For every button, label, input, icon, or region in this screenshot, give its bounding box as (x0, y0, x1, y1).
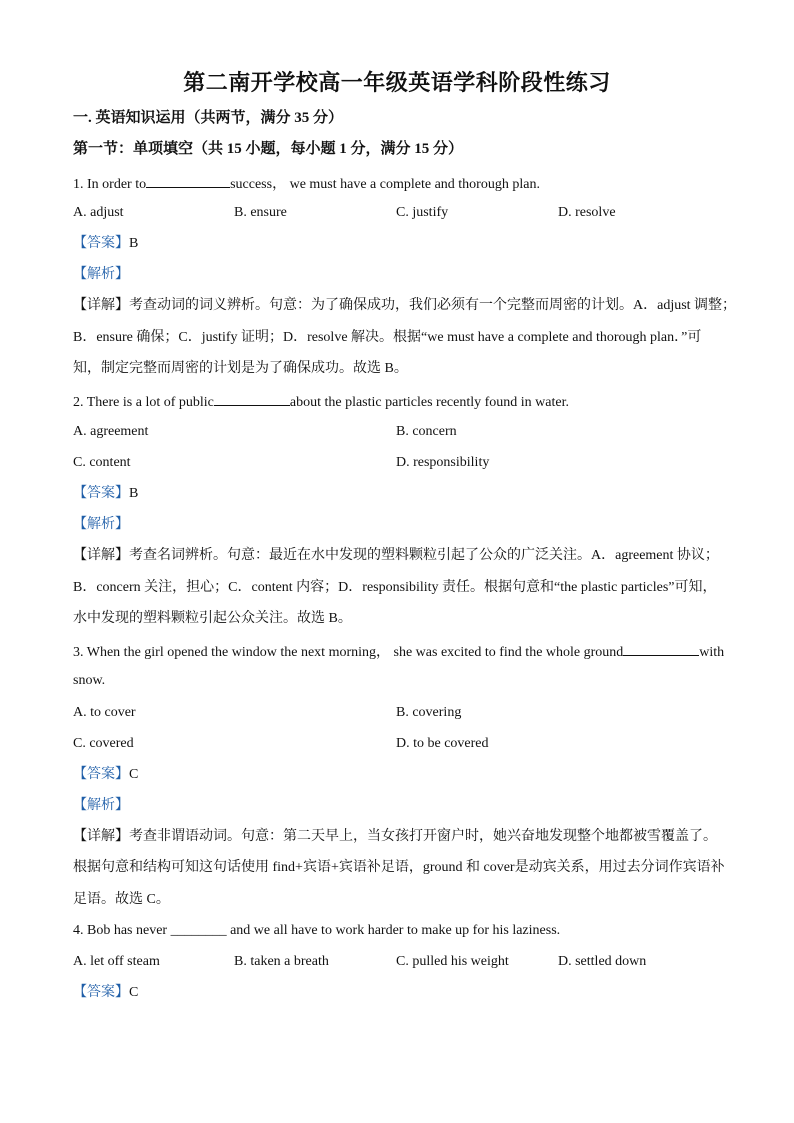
question-1-option-a: A. adjust (73, 205, 124, 220)
detail-label: 【详解】 (73, 298, 129, 313)
question-2-option-a: A. agreement (73, 424, 149, 439)
question-4-answer-value: C (129, 985, 139, 1000)
question-2-answer (73, 485, 723, 503)
question-3-answer (73, 766, 723, 784)
question-2-detail-text-1: 考查名词辨析。句意：最近在水中发现的塑料颗粒引起了公众的广泛关注。A．agreement 协议； (129, 548, 719, 563)
question-2-stem-start: 2. There is a lot of public (73, 395, 214, 410)
question-2-option-d: D. responsibility (396, 455, 490, 470)
question-3-detail-text-1: 考查非谓语动词。句意：第二天早上，当女孩打开窗户时，她兴奋地发现整个地都被雪覆盖了。 (129, 829, 717, 844)
question-1-stem-start: 1. In order to (73, 177, 147, 192)
question-4-option-a: A. let off steam (73, 954, 160, 969)
question-2-detail-line-1 (73, 547, 723, 565)
answer-label: 【答案】 (73, 236, 129, 251)
question-3-detail-line-1 (73, 828, 723, 846)
subsection-heading: 第一节：单项填空（共 15 小题，每小题 1 分，满分 15 分） (73, 141, 464, 157)
question-3-stem-continuation: snow. (73, 673, 106, 688)
question-1-blank (146, 173, 230, 188)
question-4-answer (73, 984, 723, 1002)
page-title: 第二南开学校高一年级英语学科阶段性练习 (183, 70, 611, 95)
question-2-option-b: B. concern (396, 424, 457, 439)
question-4-stem: 4. Bob has never ________ and we all have to work harder to make up for his laziness. (73, 923, 561, 938)
question-4-option-b: B. taken a breath (234, 954, 329, 969)
question-3-stem (73, 641, 723, 662)
question-3-stem-end: with (699, 645, 725, 660)
answer-label: 【答案】 (73, 985, 129, 1000)
question-1-option-b: B. ensure (234, 205, 287, 220)
question-1-detail-text-1: 考查动词的词义辨析。句意：为了确保成功，我们必须有一个完整而周密的计划。A．adjust 调整； (129, 298, 737, 313)
question-2-analysis-label: 【解析】 (73, 517, 129, 532)
question-1-detail-line-3: 知，制定完整而周密的计划是为了确保成功。故选 B。 (73, 361, 408, 376)
question-2-detail-line-2: B．concern 关注，担心；C．content 内容；D．responsibility 责任。根据句意和“the plastic particles”可知， (73, 580, 717, 595)
question-2-answer-value: B (129, 486, 139, 501)
question-3-option-a: A. to cover (73, 705, 136, 720)
question-3-blank (623, 641, 699, 656)
question-3-option-d: D. to be covered (396, 736, 489, 751)
question-2-detail-line-3: 水中发现的塑料颗粒引起公众关注。故选 B。 (73, 611, 352, 626)
question-3-detail-line-2: 根据句意和结构可知这句话使用 find+宾语+宾语补足语，ground 和 cover是动宾关系，用过去分词作宾语补 (73, 860, 725, 875)
question-1-option-c: C. justify (396, 205, 449, 220)
answer-label: 【答案】 (73, 767, 129, 782)
question-3-detail-line-3: 足语。故选 C。 (73, 892, 170, 907)
detail-label: 【详解】 (73, 829, 129, 844)
question-4-option-d: D. settled down (558, 954, 647, 969)
section-heading: 一. 英语知识运用（共两节，满分 35 分） (73, 110, 344, 126)
question-1-option-d: D. resolve (558, 205, 616, 220)
question-1-detail-line-2: B．ensure 确保；C．justify 证明；D．resolve 解决。根据“we must have a complete and thorough plan．”可 (73, 330, 702, 345)
question-2-option-c: C. content (73, 455, 131, 470)
question-2-blank (214, 391, 290, 406)
question-1-analysis-label: 【解析】 (73, 267, 129, 282)
answer-label: 【答案】 (73, 486, 129, 501)
question-3-option-c: C. covered (73, 736, 134, 751)
question-2-stem-end: about the plastic particles recently found in water. (289, 395, 569, 410)
question-1-detail-line-1 (73, 297, 737, 315)
question-1-answer-value: B (129, 236, 139, 251)
question-2-stem (73, 391, 723, 412)
question-1-stem-end: success， we must have a complete and thorough plan. (230, 177, 540, 192)
question-1-answer (73, 235, 723, 253)
detail-label: 【详解】 (73, 548, 129, 563)
question-3-answer-value: C (129, 767, 139, 782)
question-3-stem-start: 3. When the girl opened the window the next morning， she was excited to find the whole ground (73, 645, 624, 660)
question-1-stem (73, 173, 723, 194)
question-3-analysis-label: 【解析】 (73, 798, 129, 813)
question-4-option-c: C. pulled his weight (396, 954, 509, 969)
question-3-option-b: B. covering (396, 705, 462, 720)
